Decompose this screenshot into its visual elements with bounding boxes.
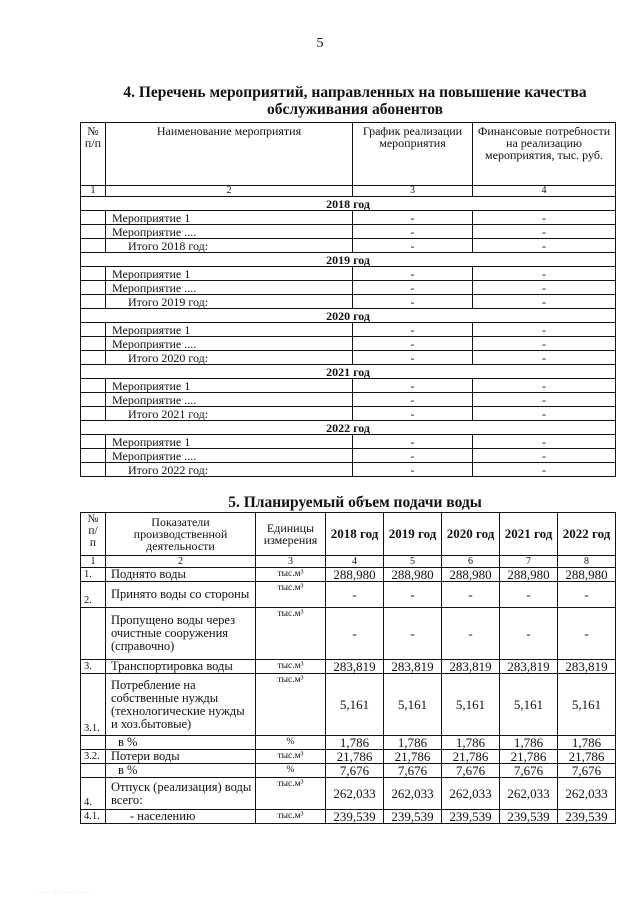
indicator-name: Транспортировка воды (106, 660, 256, 674)
value-2022: 1,786 (558, 736, 616, 750)
activity-schedule: - (353, 295, 473, 309)
activity-finance: - (473, 379, 616, 393)
indicator-name: Поднято воды (106, 568, 256, 582)
header-num: № п/п (81, 123, 106, 186)
col-number: 2 (106, 186, 353, 197)
water-header-row (81, 513, 616, 556)
activity-finance: - (473, 225, 616, 239)
value-2022: 283,819 (558, 660, 616, 674)
value-2021: 239,539 (500, 810, 558, 824)
column-numbers-row (81, 186, 616, 197)
table-row (81, 608, 616, 660)
activity-name: Мероприятие .... (106, 449, 353, 463)
header-indicator: Показатели производственной деятельности (106, 513, 256, 556)
unit: тыс.м³ (256, 778, 326, 810)
value-2019: 5,161 (384, 674, 442, 736)
table-row (81, 674, 616, 736)
value-2019: 288,980 (384, 568, 442, 582)
table-row (81, 736, 616, 750)
unit: тыс.м³ (256, 608, 326, 660)
activity-finance: - (473, 435, 616, 449)
row-num (81, 379, 106, 393)
value-2022: - (558, 582, 616, 608)
row-num (81, 435, 106, 449)
header-year-2020: 2020 год (442, 513, 500, 556)
year-row (81, 253, 616, 267)
header-year-2019: 2019 год (384, 513, 442, 556)
indicator-name: Отпуск (реализация) воды всего: (106, 778, 256, 810)
row-num (81, 449, 106, 463)
activity-schedule: - (353, 379, 473, 393)
row-num: 2. (81, 582, 106, 608)
table-row (81, 351, 616, 365)
activity-name: Мероприятие .... (106, 281, 353, 295)
activity-finance: - (473, 393, 616, 407)
value-2020: 21,786 (442, 750, 500, 764)
header-name: Наименование мероприятия (106, 123, 353, 186)
activity-finance: - (473, 463, 616, 477)
value-2019: - (384, 582, 442, 608)
value-2018: 5,161 (326, 674, 384, 736)
value-2021: - (500, 608, 558, 660)
unit: % (256, 736, 326, 750)
value-2020: 239,539 (442, 810, 500, 824)
year-row (81, 421, 616, 435)
row-num (81, 764, 106, 778)
value-2020: 262,033 (442, 778, 500, 810)
activity-finance: - (473, 211, 616, 225)
row-num: 3.1. (81, 674, 106, 736)
activity-finance: - (473, 323, 616, 337)
section4-title-line2: обслуживания абонентов (267, 101, 443, 118)
row-num (81, 295, 106, 309)
table-row (81, 295, 616, 309)
activities-table (80, 122, 616, 477)
activity-name: Мероприятие 1 (106, 379, 353, 393)
row-num: 4. (81, 778, 106, 810)
value-2018: 7,676 (326, 764, 384, 778)
table-row (81, 778, 616, 810)
activity-finance: - (473, 295, 616, 309)
unit: тыс.м³ (256, 582, 326, 608)
activity-schedule: - (353, 337, 473, 351)
activities-header-row (81, 123, 616, 186)
row-num: 1. (81, 568, 106, 582)
row-num: 3.2. (81, 750, 106, 764)
table-row (81, 764, 616, 778)
value-2021: 288,980 (500, 568, 558, 582)
row-num (81, 393, 106, 407)
value-2019: 239,539 (384, 810, 442, 824)
table-row (81, 211, 616, 225)
activity-name: Мероприятие 1 (106, 435, 353, 449)
table-row (81, 568, 616, 582)
indicator-name: - населению (106, 810, 256, 824)
value-2019: - (384, 608, 442, 660)
section4-title (80, 84, 630, 118)
col-number: 4 (473, 186, 616, 197)
value-2022: 239,539 (558, 810, 616, 824)
col-number: 4 (326, 556, 384, 568)
value-2019: 1,786 (384, 736, 442, 750)
table-row (81, 281, 616, 295)
activity-schedule: - (353, 239, 473, 253)
activity-name: Итого 2020 год: (106, 351, 353, 365)
column-numbers-row (81, 556, 616, 568)
col-number: 5 (384, 556, 442, 568)
year-label: 2020 год (81, 309, 616, 323)
year-label: 2019 год (81, 253, 616, 267)
table-row (81, 660, 616, 674)
row-num: 3. (81, 660, 106, 674)
activity-schedule: - (353, 211, 473, 225)
value-2018: - (326, 608, 384, 660)
activity-schedule: - (353, 407, 473, 421)
value-2021: 1,786 (500, 736, 558, 750)
value-2020: 283,819 (442, 660, 500, 674)
activity-finance: - (473, 449, 616, 463)
row-num (81, 351, 106, 365)
value-2021: 7,676 (500, 764, 558, 778)
activity-finance: - (473, 337, 616, 351)
table-row (81, 407, 616, 421)
col-number: 3 (353, 186, 473, 197)
row-num (81, 267, 106, 281)
activity-name: Итого 2022 год: (106, 463, 353, 477)
value-2020: 288,980 (442, 568, 500, 582)
row-num (81, 281, 106, 295)
header-unit: Единицы измерения (256, 513, 326, 556)
year-label: 2022 год (81, 421, 616, 435)
row-num (81, 225, 106, 239)
water-supply-table (80, 512, 616, 824)
page-number: 5 (316, 36, 324, 51)
table-row (81, 337, 616, 351)
activity-schedule: - (353, 225, 473, 239)
value-2022: - (558, 608, 616, 660)
indicator-name: в % (106, 736, 256, 750)
activity-schedule: - (353, 435, 473, 449)
table-row (81, 582, 616, 608)
table-row (81, 463, 616, 477)
table-row (81, 750, 616, 764)
value-2021: 262,033 (500, 778, 558, 810)
activity-schedule: - (353, 281, 473, 295)
value-2019: 262,033 (384, 778, 442, 810)
unit: тыс.м³ (256, 750, 326, 764)
year-row (81, 197, 616, 211)
year-row (81, 309, 616, 323)
year-label: 2018 год (81, 197, 616, 211)
unit: тыс.м³ (256, 660, 326, 674)
value-2022: 5,161 (558, 674, 616, 736)
table-row (81, 393, 616, 407)
value-2021: - (500, 582, 558, 608)
value-2021: 283,819 (500, 660, 558, 674)
value-2018: 1,786 (326, 736, 384, 750)
value-2022: 262,033 (558, 778, 616, 810)
unit: тыс.м³ (256, 674, 326, 736)
row-num (81, 463, 106, 477)
section5-title: 5. Планируемый объем подачи воды (228, 494, 482, 511)
indicator-name: в % (106, 764, 256, 778)
col-number: 6 (442, 556, 500, 568)
value-2022: 21,786 (558, 750, 616, 764)
section4-title-line1: 4. Перечень мероприятий, направленных на повышение качества (123, 84, 587, 101)
value-2018: 21,786 (326, 750, 384, 764)
activity-finance: - (473, 407, 616, 421)
header-year-2018: 2018 год (326, 513, 384, 556)
indicator-name: Принято воды со стороны (106, 582, 256, 608)
table-row (81, 810, 616, 824)
activity-schedule: - (353, 351, 473, 365)
header-schedule: График реализации мероприятия (353, 123, 473, 186)
value-2018: 288,980 (326, 568, 384, 582)
activity-schedule: - (353, 267, 473, 281)
col-number: 3 (256, 556, 326, 568)
header-year-2021: 2021 год (500, 513, 558, 556)
value-2018: 283,819 (326, 660, 384, 674)
year-row (81, 365, 616, 379)
activity-schedule: - (353, 323, 473, 337)
value-2019: 21,786 (384, 750, 442, 764)
activity-name: Мероприятие .... (106, 225, 353, 239)
row-num (81, 323, 106, 337)
row-num: 4.1. (81, 810, 106, 824)
row-num (81, 337, 106, 351)
value-2020: 1,786 (442, 736, 500, 750)
col-number: 1 (81, 556, 106, 568)
row-num (81, 608, 106, 660)
activity-finance: - (473, 351, 616, 365)
table-row (81, 239, 616, 253)
activity-name: Итого 2021 год: (106, 407, 353, 421)
table-row (81, 379, 616, 393)
activity-name: Мероприятие 1 (106, 211, 353, 225)
header-finance: Финансовые потребности на реализацию мероприятия, тыс. руб. (473, 123, 616, 186)
table-row (81, 323, 616, 337)
scan-noise: · · .··:·· ·.·:·.·· · (35, 890, 94, 896)
activity-schedule: - (353, 449, 473, 463)
activity-name: Мероприятие .... (106, 337, 353, 351)
value-2020: 5,161 (442, 674, 500, 736)
table-row (81, 267, 616, 281)
value-2019: 283,819 (384, 660, 442, 674)
table-row (81, 435, 616, 449)
value-2022: 7,676 (558, 764, 616, 778)
table-row (81, 449, 616, 463)
value-2018: - (326, 582, 384, 608)
value-2018: 262,033 (326, 778, 384, 810)
activity-finance: - (473, 281, 616, 295)
activity-name: Мероприятие 1 (106, 267, 353, 281)
row-num (81, 211, 106, 225)
row-num (81, 407, 106, 421)
header-year-2022: 2022 год (558, 513, 616, 556)
table-row (81, 225, 616, 239)
value-2019: 7,676 (384, 764, 442, 778)
header-num: № п/ п (81, 513, 106, 556)
unit: тыс.м³ (256, 568, 326, 582)
activity-schedule: - (353, 463, 473, 477)
activity-name: Мероприятие 1 (106, 323, 353, 337)
value-2018: 239,539 (326, 810, 384, 824)
indicator-name: Пропущено воды через очистные сооружения (справочно) (106, 608, 256, 660)
value-2021: 5,161 (500, 674, 558, 736)
value-2020: - (442, 582, 500, 608)
unit: тыс.м³ (256, 810, 326, 824)
indicator-name: Потери воды (106, 750, 256, 764)
row-num (81, 239, 106, 253)
col-number: 7 (500, 556, 558, 568)
activity-name: Итого 2018 год: (106, 239, 353, 253)
value-2022: 288,980 (558, 568, 616, 582)
value-2021: 21,786 (500, 750, 558, 764)
activity-name: Мероприятие .... (106, 393, 353, 407)
row-num (81, 736, 106, 750)
activity-schedule: - (353, 393, 473, 407)
col-number: 8 (558, 556, 616, 568)
indicator-name: Потребление на собственные нужды (технологические нужды и хоз.бытовые) (106, 674, 256, 736)
col-number: 2 (106, 556, 256, 568)
activity-finance: - (473, 239, 616, 253)
activity-finance: - (473, 267, 616, 281)
value-2020: - (442, 608, 500, 660)
activity-name: Итого 2019 год: (106, 295, 353, 309)
value-2020: 7,676 (442, 764, 500, 778)
col-number: 1 (81, 186, 106, 197)
unit: % (256, 764, 326, 778)
year-label: 2021 год (81, 365, 616, 379)
